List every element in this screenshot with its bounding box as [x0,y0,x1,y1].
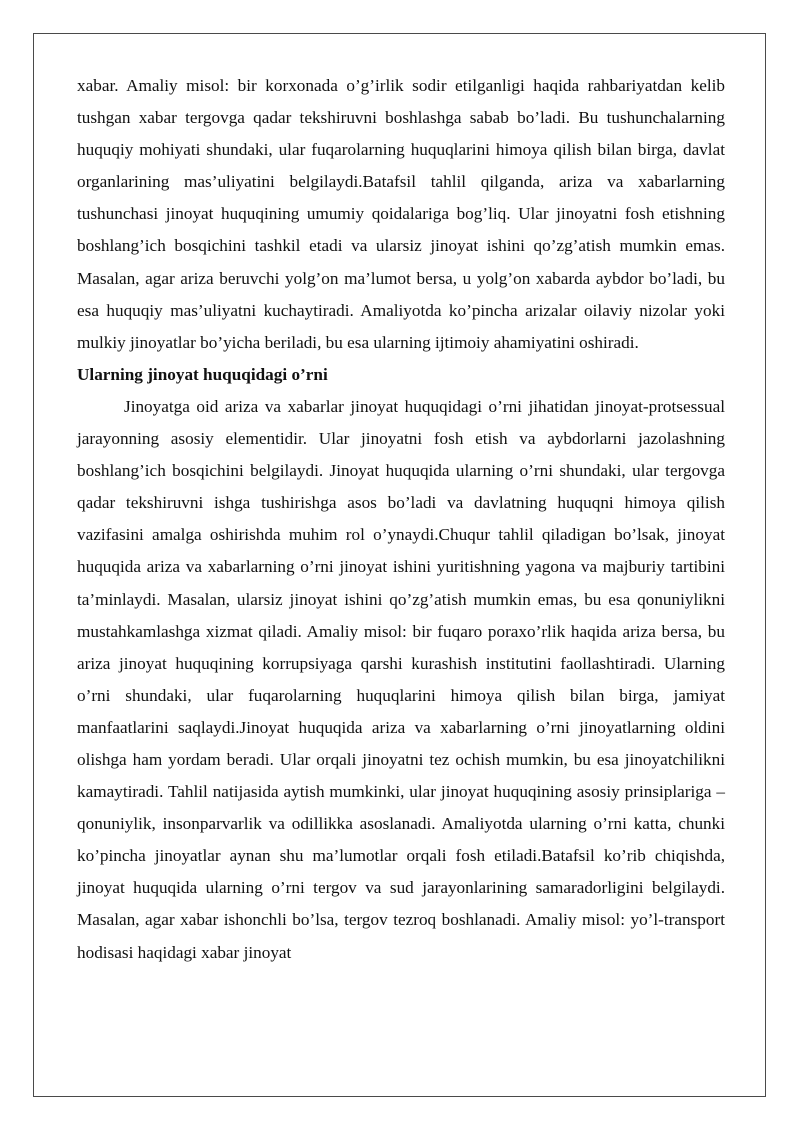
body-paragraph: xabar. Amaliy misol: bir korxonada o’g’irlik sodir etilganligi haqida rahbariyatdan kelib tushgan xabar tergovga qadar tekshiruvni boshlashga sabab bo’ladi. Bu tushunchalarning huquqiy mohiyati shundaki, ular fuqarolarning huquqlarini himoya qilish bilan birga, davlat organlarining mas’uliyatini belgilaydi.Batafsil tahlil qilganda, ariza va xabarlarning tushunchasi jinoyat huquqining umumiy qoidalariga bog’liq. Ular jinoyatni fosh etishning boshlang’ich bosqichini tashkil etadi va ularsiz jinoyat ishini qo’zg’atish mumkin emas. Masalan, agar ariza beruvchi yolg’on ma’lumot bersa, u yolg’on xabarda aybdor bo’ladi, bu esa huquqiy mas’uliyatni kuchaytiradi. Amaliyotda ko’pincha arizalar oilaviy nizolar yoki mulkiy jinoyatlar bo’yicha beriladi, bu esa ularning ijtimoiy ahamiyatini oshiradi. [77,76,725,352]
section-heading: Ularning jinoyat huquqidagi o’rni [77,364,328,384]
document-body [77,70,725,969]
body-paragraph: Jinoyatga oid ariza va xabarlar jinoyat huquqidagi o’rni jihatidan jinoyat-protsessual jarayonning asosiy elementidir. Ular jinoyatni fosh etish va aybdorlarni jazolashning boshlang’ich bosqichini belgilaydi. Jinoyat huquqida ularning o’rni shundaki, ular tergovga qadar tekshiruvni ishga tushirishga asos bo’ladi va davlatning huquqni himoya qilish vazifasini amalga oshirishda muhim rol o’ynaydi.Chuqur tahlil qiladigan bo’lsak, jinoyat huquqida ariza va xabarlarning o’rni jinoyat ishini yuritishning yagona va majburiy tartibini ta’minlaydi. Masalan, ularsiz jinoyat ishini qo’zg’atish mumkin emas, bu esa qonuniylikni mustahkamlashga xizmat qiladi. Amaliy misol: bir fuqaro poraxo’rlik haqida ariza bersa, bu ariza jinoyat huquqining korrupsiyaga qarshi kurashish institutini faollashtiradi. Ularning o’rni shundaki, ular fuqarolarning huquqlarini himoya qilish bilan birga, jamiyat manfaatlarini saqlaydi.Jinoyat huquqida ariza va xabarlarning o’rni jinoyatlarning oldini olishga ham yordam beradi. Ular orqali jinoyatni tez ochish mumkin, bu esa jinoyatchilikni kamaytiradi. Tahlil natijasida aytish mumkinki, ular jinoyat huquqining asosiy prinsiplariga – qonuniylik, insonparvarlik va odillikka asoslanadi. Amaliyotda ularning o’rni katta, chunki ko’pincha jinoyatlar aynan shu ma’lumotlar orqali fosh etiladi.Batafsil ko’rib chiqishda, jinoyat huquqida ularning o’rni tergov va sud jarayonlarining samaradorligini belgilaydi. Masalan, agar xabar ishonchli bo’lsa, tergov tezroq boshlanadi. Amaliy misol: yo’l-transport hodisasi haqidagi xabar jinoyat [77,396,725,962]
